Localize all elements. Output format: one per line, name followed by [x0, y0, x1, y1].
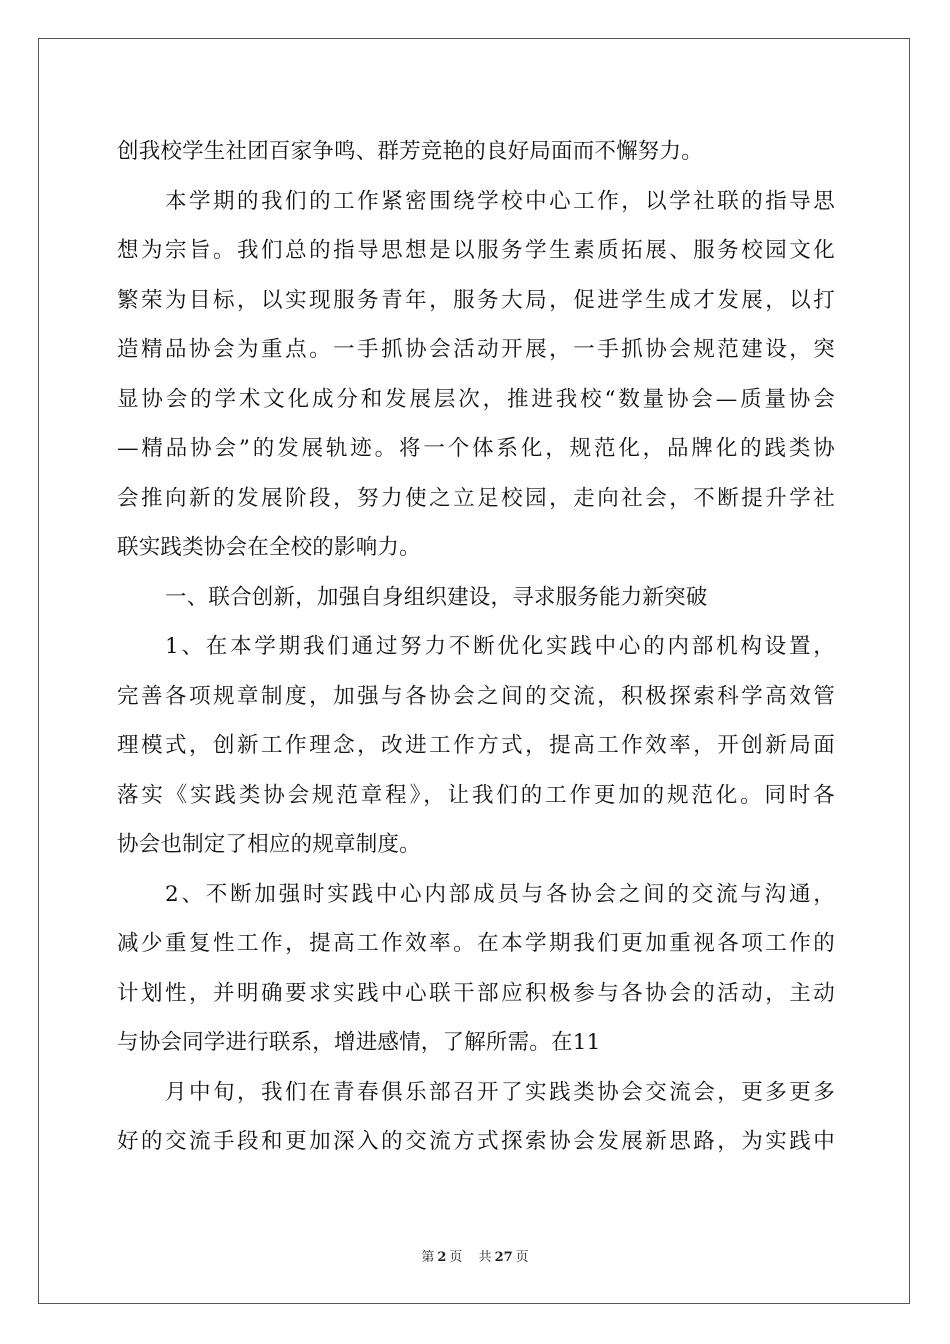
text-line: 显协会的学术文化成分和发展层次，推进我校“数量协会—质量协会: [117, 386, 835, 412]
document-body: [117, 127, 835, 1167]
text-line: 2、不断加强时实践中心内部成员与各协会之间的交流与沟通，: [165, 881, 835, 907]
text-line: 月中旬，我们在青春俱乐部召开了实践类协会交流会，更多更多: [165, 1079, 835, 1105]
text-line: 与协会同学进行联系，增进感情，了解所需。在11: [117, 1030, 601, 1055]
text-line: 协会也制定了相应的规章制度。: [117, 832, 421, 857]
text-line: 1、在本学期我们通过努力不断优化实践中心的内部机构设置，: [165, 634, 835, 659]
page-footer: [0, 1246, 950, 1265]
text-line: 繁荣为目标，以实现服务青年，服务大局，促进学生成才发展，以打: [117, 287, 835, 313]
text-line: —精品协会”的发展轨迹。将一个体系化，规范化，品牌化的践类协: [117, 436, 835, 461]
page-number: 第 2 页: [421, 1250, 463, 1265]
text-line: 好的交流手段和更加深入的交流方式探索协会发展新思路，为实践中: [117, 1129, 835, 1154]
text-line: 会推向新的发展阶段，努力使之立足校园，走向社会，不断提升学社: [117, 485, 835, 511]
text-line: 减少重复性工作，提高工作效率。在本学期我们更加重视各项工作的: [117, 931, 835, 956]
text-line: 理模式，创新工作理念，改进工作方式，提高工作效率，开创新局面: [117, 733, 835, 758]
text-line: 创我校学生社团百家争鸣、群芳竞艳的良好局面而不懈努力。: [117, 139, 703, 164]
text-line: 想为宗旨。我们总的指导思想是以服务学生素质拓展、服务校园文化: [117, 238, 835, 263]
text-line: 造精品协会为重点。一手抓协会活动开展，一手抓协会规范建设，突: [117, 337, 835, 362]
section-heading: 一、联合创新，加强自身组织建设，寻求服务能力新突破: [165, 584, 708, 610]
text-line: 计划性，并明确要求实践中心联干部应积极参与各协会的活动，主动: [117, 980, 835, 1006]
text-line: 完善各项规章制度，加强与各协会之间的交流，积极探索科学高效管: [117, 683, 835, 709]
text-line: 本学期的我们的工作紧密围绕学校中心工作，以学社联的指导思: [165, 188, 835, 214]
text-line: 落实《实践类协会规范章程》，让我们的工作更加的规范化。同时各: [117, 782, 835, 808]
text-line: 联实践类协会在全校的影响力。: [117, 535, 421, 560]
total-pages: 共 27 页: [478, 1250, 529, 1265]
